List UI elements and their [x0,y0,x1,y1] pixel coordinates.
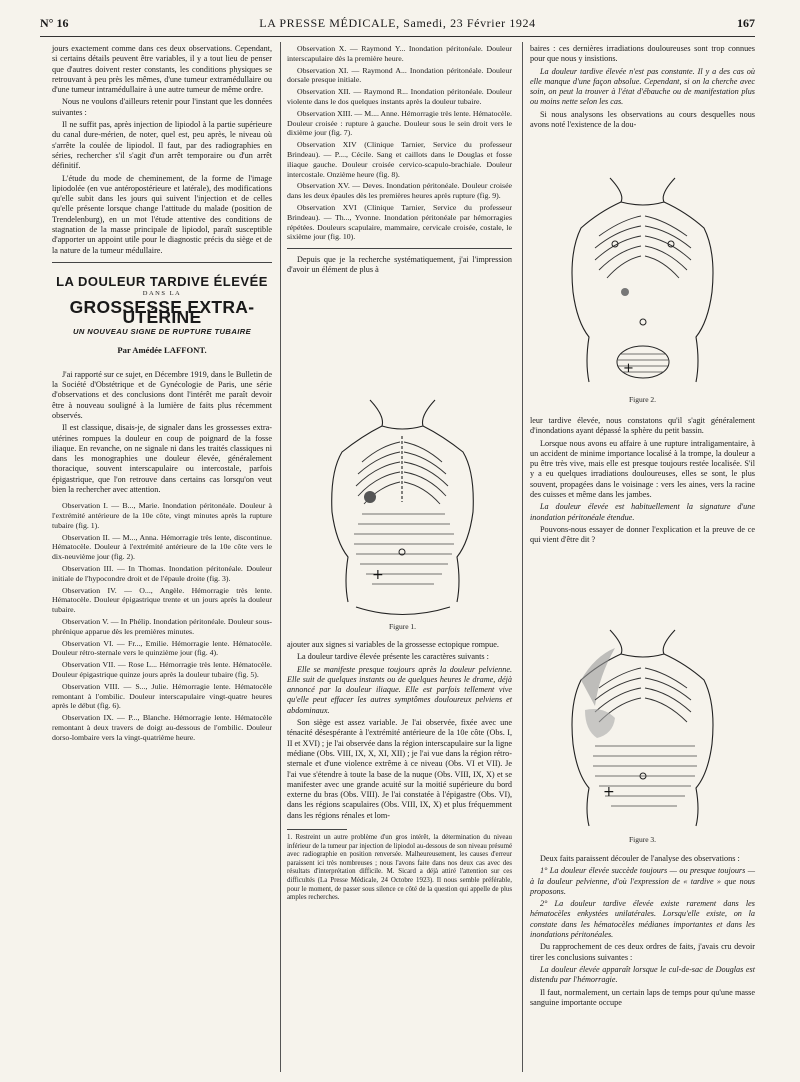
paragraph: ajouter aux signes si variables de la grossesse ectopique rompue. [287,640,499,649]
paragraph: Nous ne voulons d'ailleurs retenir pour l'instant que les données suivantes : [52,97,272,117]
paragraph: La douleur tardive élevée n'est pas constante. Il y a des cas où elle manque d'une façon absolue. Cependant, si on la cherche avec soin, on peut la trouver à l'état d'ébauche ou de manifestation plus ou moins nette selon les cas. [530,66,755,107]
column-3-continued [530,416,755,548]
figure-1 [300,392,505,632]
issue-number: N° 16 [40,16,69,30]
paragraph: La douleur élevée apparaît lorsque le cul-de-sac de Douglas est distendu par l'hémorragie. [530,964,755,985]
column-3 [530,44,755,132]
observation-item: Observation XII. — Raymond R... Inondation péritonéale. Douleur violente dans le dos quelques instants après la douleur tubaire. [287,87,512,106]
article-author: Par Amédée LAFFONT. [117,345,207,356]
column-divider [280,42,281,1072]
paragraph: Il est classique, disais-je, de signaler dans les grossesses extra-utérines rompues la douleur en coup de poignard de la fosse iliaque. En revanche, on ne signale ni dans les traités classiques ni dans les monographies une douleur élevée, généralement thoracique, souvent interscapulaire ou intercostale, parfois épigastrique, que l'on retrouve dans certains cas lorsqu'on veut bien la rechercher avec attention. [52,423,272,494]
observation-item: Observation VII. — Rose L... Hémorragie très lente. Hématocèle. Douleur épigastrique quinze jours après la douleur tubaire (fig. 5). [52,660,272,680]
paragraph: Du rapprochement de ces deux ordres de faits, j'avais cru devoir tirer les conclusions suivantes : [530,942,755,962]
article-subtitle: UN NOUVEAU SIGNE DE RUPTURE TUBAIRE [72,327,252,337]
journal-title: LA PRESSE MÉDICALE, Samedi, 23 Février 1924 [259,16,536,30]
paragraph: 1° La douleur élevée succède toujours — ou presque toujours — à la douleur pelvienne, d'où l'expression de « tardive » que nous proposons. [530,866,755,896]
observation-item: Observation V. — In Phélip. Inondation péritonéale. Douleur sous-phrénique apparue dès les premières minutes. [52,617,272,636]
observation-item: Observation IV. — O..., Angèle. Hémorragie très lente. Hématocèle. Douleur épigastrique trente et un jours après la douleur tubaire. [52,585,272,615]
paragraph: Lorsque nous avons eu affaire à une rupture intraligamentaire, à un accident de minime importance localisé à la trompe, la douleur a pu être très vive, mais elle est presque toujours restée localisée. S'il y a eu quelques irradiations douloureuses, elles se sont, le plus souvent, propagées dans le voisinage : vers les aines, vers la racine des cuisses et même dans les jambes. [530,438,755,500]
observation-item: Observation I. — B..., Marie. Inondation péritonéale. Douleur à l'extrémité antérieure de la 10e côte, vingt minutes après la rupture tubaire (fig. 1). [52,501,272,530]
observation-item: Observation X. — Raymond Y... Inondation péritonéale. Douleur interscapulaire dès la première heure. [287,44,512,63]
column-2-continued [287,640,512,903]
observation-item: Observation VI. — Fr..., Emilie. Hémorragie lente. Hématocèle. Douleur rétro-sternale vers le quinzième jour (fig. 4). [52,638,272,658]
paragraph: Si nous analysons les observations au cours desquelles nous avons noté l'existence de la dou- [530,109,755,130]
observation-item: Observation VIII. — S..., Julie. Hémorragie lente. Hématocèle remontant à l'ombilic. Douleur interscapulaire vingt-quatre heures après le début (fig. 6). [52,681,272,711]
figure-caption: Figure 2. [628,395,657,404]
paragraph: J'ai rapporté sur ce sujet, en Décembre 1919, dans le Bulletin de la Société d'Obstétrique et de Gynécologie de Paris, une série d'observations et des conclusions dont l'intérêt me paraît devoir être à nouveau souligné à la lumière de faits plus récemment observés. [52,369,272,420]
paragraph: jours exactement comme dans ces deux observations. Cependant, si certains détails peuvent être variables, il y a tout lieu de penser que d'autres doivent rester constants, les conditions physiques se retrouvant à peu près les mêmes, d'une tumeur extramédullaire ou d'une tumeur intramédullaire à une autre tumeur de même ordre. [52,44,272,95]
svg-text:+: + [603,784,615,800]
section-rule [52,262,272,263]
paragraph: L'étude du mode de cheminement, de la forme de l'image lipiodolée (en vue antéropostérieure et latérale), des modifications qu'elle subit dans les jours qui suivent l'injection et de celles qu'elle présente lorsque change l'attitude du malade (position de Trendelenburg), en un mot l'étude attentive des conditions de stagnation de la masse principale de lipiodol, paraît susceptible d'apporter un appoint utile pour le diagnostic précis du siège et de la nature de la tumeur médullaire. [52,173,272,255]
header-rule [40,36,755,37]
footnote: 1. Restreint un autre problème d'un gros intérêt, la détermination du niveau inférieur de la tumeur par injection de lipiodol au-dessous de son niveau présumé avec radiographie en position renversée. Malheureusement, les causes d'erreur paraissent ici très nombreuses ; nous l'avons faite dans nos deux cas avec des résultats d'interprétation difficile. M. Sicard a déjà attiré l'attention sur ces difficultés (La Presse Médicale, 24 Octobre 1923). Il nous semble préférable, pour le moment, de passer sous silence ce côté de la question qui appelle de plus amples recherches. [287,834,512,902]
footnote-rule [287,829,347,830]
paragraph: Depuis que je la recherche systématiquement, j'ai l'impression d'avoir un élément de plus à [287,255,512,275]
figure-caption: Figure 1. [388,622,417,631]
section-rule [287,248,512,249]
paragraph: Deux faits paraissent découler de l'analyse des observations : [540,854,740,863]
column-2 [287,44,512,278]
svg-text:+: + [623,361,634,376]
paragraph: Il ne suffit pas, après injection de lipiodol à la partie supérieure du canal dure-mérien, de noter, quel est, peu après, le niveau où s'arrête la coulée de lipiodol. Il faut, par des radiographies en séries, rechercher s'il s'agit d'un arrêt temporaire ou d'un arrêt définitif. [52,120,272,171]
paragraph: 2° La douleur tardive élevée existe rarement dans les hématocèles enkystées unilatérales. Lorsqu'elle existe, on la constate dans les hématocèles médianes importantes et dans les inondations péritonéales. [530,899,755,940]
paragraph: baires : ces dernières irradiations douloureuses sont trop connues pour que nous y insistions. [530,44,755,64]
torso-figure-2 [555,172,730,390]
observation-item: Observation XI. — Raymond A... Inondation péritonéale. Douleur dorsale presque initiale. [287,65,512,85]
figure-caption: Figure 3. [628,835,657,844]
observation-item: Observation IX. — P..., Blanche. Hémorragie lente. Hématocèle remontant à deux travers de doigt au-dessous de l'ombilic. Douleur dorso-lombaire vers la vingt-quatrième heure. [52,713,272,742]
paragraph: La douleur élevée est habituellement la signature d'une inondation péritonéale étendue. [530,502,755,522]
observation-item: Observation XIV (Clinique Tarnier, Service du professeur Brindeau). — P...., Cécile. Sang et caillots dans le Douglas et fosse iliaque gauche. Douleur croisée cervico-scapulo-brachiale. Douleur intercostale. Onzième heure (fig. 8). [287,140,512,179]
column-divider [522,42,523,1072]
article-title-line2: DANS LA [142,290,182,298]
column-1 [52,44,272,745]
paragraph: Il faut, normalement, un certain laps de temps pour qu'une masse sanguine importante occupe [530,987,755,1007]
article-title-line1: LA DOULEUR TARDIVE ÉLEVÉE [56,273,268,289]
torso-figure-1 [300,392,505,617]
figure-2 [555,172,730,406]
paragraph: La douleur tardive élevée présente les caractères suivants : [297,652,489,662]
torso-figure-3 [555,626,730,830]
observation-item: Observation III. — In Thomas. Inondation péritonéale. Douleur initiale de l'hypocondre droit et de l'épaule droite (fig. 3). [52,564,272,583]
page-number: 167 [737,16,755,30]
observation-item: Observation XV. — Deves. Inondation péritonéale. Douleur croisée dans les deux épaules dès les premières heures après rupture (fig. 9). [287,181,512,201]
observation-item: Observation XIII. — M.... Anne. Hémorragie très lente. Hématocèle. Douleur croisée : rupture à gauche. Douleur sous le sein droit vers le dixième jour (fig. 7). [287,108,512,138]
observation-item: Observation XVI (Clinique Tarnier, Service du professeur Brindeau). — Th..., Yvonne. Inondation péritonéale par hémorragies répétées. Douleurs scapulaire, mammaire, cervicale croisée, costale, le sixième jour (fig. 10). [287,202,512,242]
paragraph: Pouvons-nous essayer de donner l'explication et la preuve de ce qui vient d'être dit ? [530,524,755,545]
paragraph: Elle se manifeste presque toujours après la douleur pelvienne. Elle suit de quelques instants ou de quelques heures le drame, déjà annoncé par la douleur iliaque. Elle est parfois tellement vive qu'elle peut effacer les autres symptômes douloureux pelviens et abdominaux. [287,664,512,715]
page-header [40,16,755,34]
column-3-end [530,854,755,1010]
observation-item: Observation II. — M..., Anna. Hémorragie très lente, discontinue. Hématocèle. Douleur à l'extrémité antérieure de la 10e côte vers le dix-neuvième jour (fig. 2). [52,532,272,562]
article-title-main: GROSSESSE EXTRA-UTÉRINE [69,296,255,327]
svg-text:+: + [372,567,384,583]
figure-3 [555,626,730,846]
paragraph: leur tardive élevée, nous constatons qu'il s'agit généralement d'inondations ayant dépassé la sphère du petit bassin. [530,416,755,436]
paragraph: Son siège est assez variable. Je l'ai observée, fixée avec une ténacité désespérante à l'extrémité antérieure de la 10e côte (Obs. I, II et XVI) ; je l'ai observée dans la région interscapulaire sur la ligne médiane (Obs. VIII, IX, X, XI, XII) ; je l'ai vue dans la région rétro-sternale et d'une violence extrême à ce niveau (Obs. VI et VII). Je l'ai vue s'étendre à toute la base de la nuque (Obs. VIII, IX, X) et se manifester avec une grande acuité sur la moitié supérieure du bord externe du bras (Obs. VIII). Je l'ai constatée à l'épigastre (Obs. VI), dans les régions scapulaires (Obs. VIII, IX, X) et plus fréquemment dans les régions rénales et lom- [287,718,512,820]
